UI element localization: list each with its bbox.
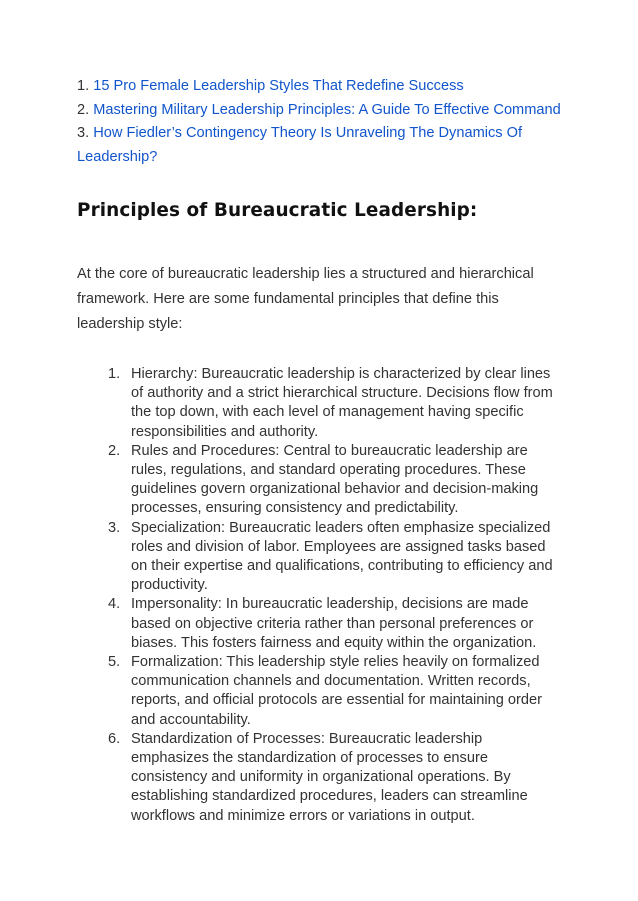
principle-number: 5. [108, 654, 121, 671]
principle-number: 3. [108, 519, 121, 536]
principle-item [108, 519, 558, 596]
related-link-item [77, 99, 577, 123]
principle-text: Standardization of Processes: Bureaucratic leadership emphasizes the standardization of processes to ensure consistency and uniformity in organizational operations. By establishing standardized procedures, leaders can streamline workflows and minimize errors or variations in output. [131, 730, 528, 824]
principle-number: 6. [108, 730, 121, 747]
related-link[interactable]: How Fiedler’s Contingency Theory Is Unraveling The Dynamics Of Leadership? [77, 125, 523, 165]
related-link[interactable]: Mastering Military Leadership Principles: A Guide To Effective Command [93, 101, 561, 118]
principle-number: 4. [108, 596, 121, 613]
principle-number: 2. [108, 442, 121, 459]
principle-text: Impersonality: In bureaucratic leadership, decisions are made based on objective criteria rather than personal preferences or biases. This fosters fairness and equity within the organization. [131, 596, 537, 651]
principle-number: 1. [108, 366, 121, 382]
principle-text: Formalization: This leadership style relies heavily on formalized communication channels and documentation. Written records, reports, and official protocols are essential for maintaining order and accountability. [131, 654, 543, 728]
principle-text: Specialization: Bureaucratic leaders often emphasize specialized roles and division of labor. Employees are assigned tasks based on their expertise and qualifications, contributing to efficiency and productivity. [131, 519, 553, 594]
related-link-item [77, 122, 577, 169]
principle-item [108, 595, 558, 653]
principle-text: Hierarchy: Bureaucratic leadership is characterized by clear lines of authority and a strict hierarchical structure. Decisions flow from the top down, with each level of management having specific responsibilities and authority. [131, 366, 553, 440]
principle-item [108, 365, 558, 442]
principle-item [108, 442, 558, 519]
section-heading: Principles of Bureaucratic Leadership: [77, 200, 478, 221]
related-link-number: 1. [77, 78, 90, 94]
related-link-number: 2. [77, 101, 90, 118]
principle-text: Rules and Procedures: Central to bureaucratic leadership are rules, regulations, and standard operating procedures. These guidelines govern organizational behavior and decision-making processes, ensuring consistency and predictability. [131, 442, 539, 517]
intro-paragraph: At the core of bureaucratic leadership lies a structured and hierarchical framework. Here are some fundamental principles that define this leadership style: [77, 266, 534, 332]
principle-item [108, 730, 558, 826]
related-link[interactable]: 15 Pro Female Leadership Styles That Redefine Success [93, 78, 464, 94]
principle-item [108, 653, 558, 730]
related-link-item [77, 75, 577, 99]
related-links-list [77, 75, 577, 169]
principles-list [108, 365, 558, 826]
related-link-number: 3. [77, 125, 90, 141]
